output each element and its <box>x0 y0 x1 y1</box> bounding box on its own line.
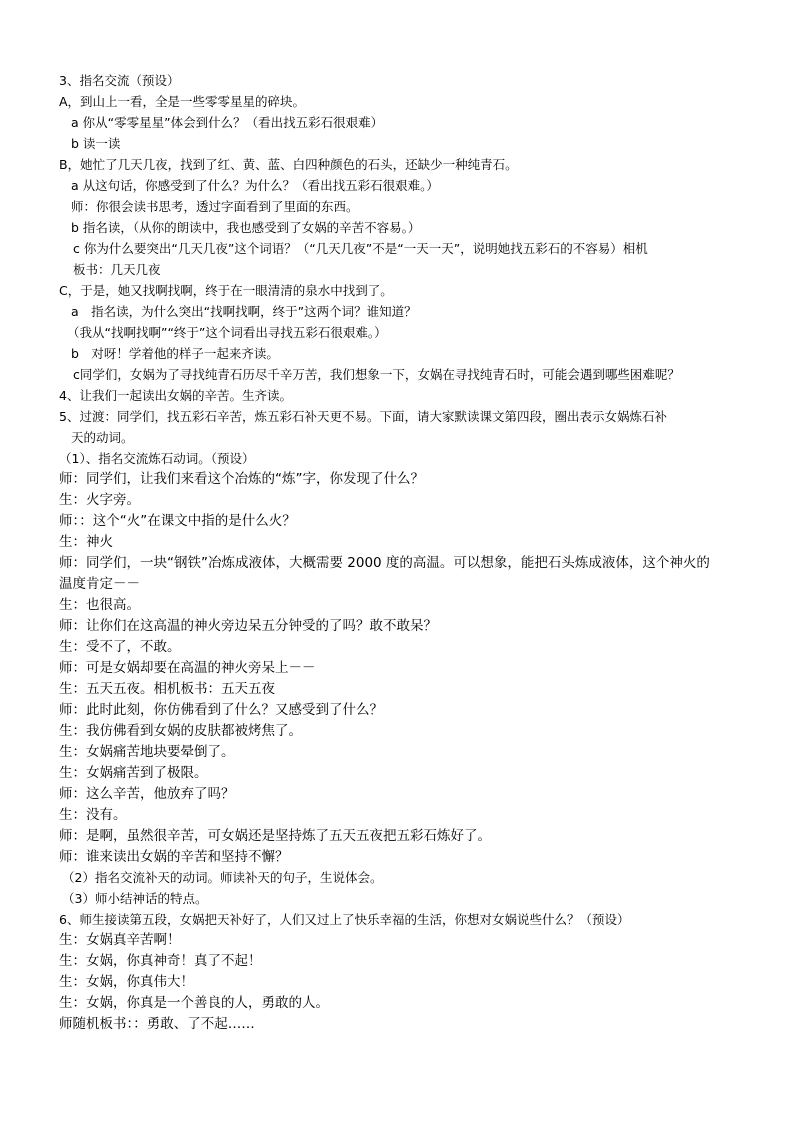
text-line: 师：让你们在这高温的神火旁边呆五分钟受的了吗？敢不敢呆？ <box>59 618 437 634</box>
text-line: a 指名读，为什么突出“找啊找啊，终于”这两个词？谁知道？ <box>71 304 417 319</box>
text-line: 师：同学们，一块“钢铁”冶炼成液体，大概需要 2000 度的高温。可以想象，能把石头炼成液体，这个神火的 <box>59 555 710 571</box>
text-line: 生：五天五夜。相机板书：五天五夜 <box>59 681 275 697</box>
text-line: 师：这么辛苦，他放弃了吗？ <box>59 786 235 802</box>
text-line: 生：没有。 <box>59 807 127 823</box>
text-line: 生：女娲，你真是一个善良的人，勇敢的人。 <box>59 995 329 1011</box>
text-line: A，到山上一看，全是一些零零星星的碎块。 <box>59 94 306 109</box>
text-line: 生：也很高。 <box>59 597 140 613</box>
text-line: 温度肯定－－ <box>59 576 140 592</box>
text-line: 师：可是女娲却要在高温的神火旁呆上－－ <box>59 660 316 676</box>
text-line: 师：此时此刻，你仿佛看到了什么？又感受到了什么？ <box>59 702 383 718</box>
text-line: b 读一读 <box>71 136 121 151</box>
text-line: B，她忙了几天几夜，找到了红、黄、蓝、白四种颜色的石头，还缺少一种纯青石。 <box>59 157 518 172</box>
text-line: 生：女娲，你真伟大！ <box>59 974 194 990</box>
text-line: c同学们，女娲为了寻找纯青石历尽千辛万苦，我们想象一下，女娲在寻找纯青石时，可能会遇到哪些困难呢？ <box>73 367 680 382</box>
text-line: 师：谁来读出女娲的辛苦和坚持不懈？ <box>59 849 289 865</box>
text-line: a 你从“零零星星”体会到什么？（看出找五彩石很艰难） <box>71 115 384 130</box>
text-line: 师：你很会读书思考，透过字面看到了里面的东西。 <box>71 199 359 214</box>
text-line: 师随机板书：：勇敢、了不起…… <box>59 1016 255 1032</box>
text-line: b 指名读，（从你的朗读中，我也感受到了女娲的辛苦不容易。） <box>71 220 421 235</box>
text-line: 生：我仿佛看到女娲的皮肤都被烤焦了。 <box>59 723 302 739</box>
text-line: 生：受不了，不敢。 <box>59 639 181 655</box>
text-line: 生：女娲，你真神奇！真了不起！ <box>59 953 262 969</box>
text-line: C，于是，她又找啊找啊，终于在一眼清清的泉水中找到了。 <box>59 283 393 298</box>
text-line: 6、师生接读第五段，女娲把天补好了，人们又过上了快乐幸福的生活，你想对女娲说些什么？（预设） <box>59 912 630 927</box>
text-line: 生：女娲痛苦到了极限。 <box>59 765 208 781</box>
text-line: （3）师小结神话的特点。 <box>62 891 208 906</box>
text-line: 5、过渡：同学们，找五彩石辛苦，炼五彩石补天更不易。下面，请大家默读课文第四段，圈出表示女娲炼石补 <box>59 409 667 424</box>
text-line: 生：女娲痛苦地块要晕倒了。 <box>59 744 235 760</box>
text-line: a 从这句话，你感受到了什么？为什么？（看出找五彩石很艰难。） <box>71 178 439 193</box>
text-line: 师：同学们，让我们来看这个冶炼的“炼”字，你发现了什么？ <box>59 471 424 487</box>
text-line: （2）指名交流补天的动词。师读补天的句子，生说体会。 <box>62 870 383 885</box>
text-line: 天的动词。 <box>71 430 134 445</box>
text-line: 生：神火 <box>59 534 113 550</box>
text-line: 4、让我们一起读出女娲的辛苦。生齐读。 <box>59 388 292 403</box>
text-line: 师：是啊，虽然很辛苦，可女娲还是坚持炼了五天五夜把五彩石炼好了。 <box>59 828 491 844</box>
text-line: 板书：几天几夜 <box>73 262 161 277</box>
text-line: （1）、指名交流炼石动词。（预设） <box>59 451 255 466</box>
text-line: b 对呀！学着他的样子一起来齐读。 <box>71 346 279 361</box>
text-line: 3、指名交流（预设） <box>59 73 180 88</box>
text-line: 生：女娲真辛苦啊！ <box>59 932 181 948</box>
text-line: 生：火字旁。 <box>59 492 140 508</box>
text-line: 师：：这个“火”在课文中指的是什么火？ <box>59 513 296 529</box>
text-line: c 你为什么要突出“几天几夜”这个词语？（“几天几夜”不是“一天一天”，说明她找五彩石的不容易）相机 <box>73 241 648 256</box>
text-line: （我从“找啊找啊”“终于”这个词看出寻找五彩石很艰难。） <box>67 325 387 340</box>
